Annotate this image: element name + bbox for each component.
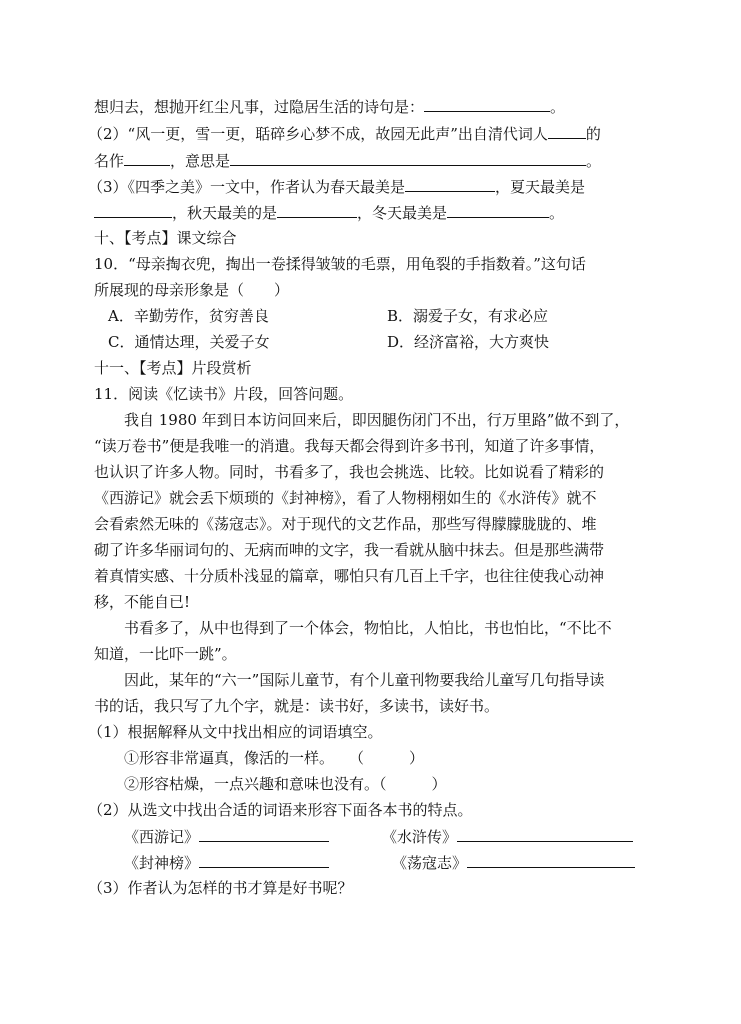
book-title: 《荡寇志》 — [392, 854, 468, 872]
title-blank[interactable] — [124, 150, 170, 166]
question-3-text: （3）《四季之美》一文中，作者认为春天最美是 — [88, 178, 406, 196]
book-answer-blank[interactable] — [199, 826, 329, 842]
author-blank[interactable] — [548, 123, 586, 139]
book-row-xiyouji — [124, 826, 329, 847]
section-11-heading: 十一、【考点】片段赏析 — [94, 359, 252, 377]
question-2-text: （2）“风一更，雪一更，聒碎乡心梦不成，故园无此声”出自清代词人 — [88, 125, 548, 143]
answer-blank[interactable] — [424, 96, 550, 112]
question-2-line-2 — [94, 150, 601, 171]
question-2-label: 名作 — [94, 152, 125, 170]
poem-question-line — [94, 96, 565, 117]
book-answer-blank[interactable] — [467, 852, 635, 868]
book-row-dangkouzhi — [392, 852, 635, 873]
passage-line: 着真情实感、十分质朴浅显的篇章，哪怕只有几百上千字，也往往使我心动神 — [94, 567, 605, 585]
book-row-fengshenbang — [124, 852, 329, 873]
meaning-blank[interactable] — [230, 150, 586, 166]
passage-line: “读万卷书”便是我唯一的消遣。我每天都会得到许多书刊，知道了许多事情， — [94, 437, 605, 455]
summer-blank[interactable] — [94, 202, 172, 218]
sub-question-1a[interactable]: ①形容非常逼真，像活的一样。 （ ） — [124, 749, 425, 767]
section-10-heading: 十、【考点】课文综合 — [94, 229, 237, 247]
passage-line: 移，不能自已! — [94, 593, 191, 611]
sub-question-1: （1）根据解释从文中找出相应的词语填空。 — [88, 723, 383, 741]
book-title: 《水浒传》 — [382, 828, 458, 846]
book-title: 《封神榜》 — [124, 854, 200, 872]
question-2-line-1 — [88, 123, 601, 144]
sub-question-2: （2）从选文中找出合适的词语来形容下面各本书的特点。 — [88, 801, 473, 819]
passage-line: 《西游记》就会丢下烦琐的《封神榜》，看了人物栩栩如生的《水浒传》就不 — [94, 489, 597, 507]
question-2-text-end: 的 — [585, 125, 601, 143]
option-a[interactable]: A．辛勤劳作，贫穷善良 — [108, 307, 269, 325]
spring-blank[interactable] — [405, 176, 495, 192]
sub-question-3: （3）作者认为怎样的书才算是好书呢？ — [88, 879, 353, 897]
punctuation: 。 — [549, 204, 565, 222]
passage-line: 书的话，我只写了九个字，就是：读书好，多读书，读好书。 — [94, 697, 500, 715]
question-2-meaning-label: ，意思是 — [170, 152, 231, 170]
question-3-winter-label: ，冬天最美是 — [357, 204, 448, 222]
book-row-shuihuzhuan — [382, 826, 633, 847]
passage-line: 砌了许多华丽词句的、无病而呻的文字，我一看就从脑中抹去。但是那些满带 — [94, 541, 605, 559]
sub-question-1b[interactable]: ②形容枯燥，一点兴趣和意味也没有。（ ） — [124, 775, 447, 793]
passage-line: 知道，一比吓一跳”。 — [94, 645, 237, 663]
question-3-line-1 — [88, 176, 585, 197]
question-3-autumn-label: ，秋天最美的是 — [172, 204, 278, 222]
punctuation: 。 — [550, 98, 566, 116]
autumn-blank[interactable] — [277, 202, 357, 218]
book-answer-blank[interactable] — [457, 826, 633, 842]
option-d[interactable]: D．经济富裕，大方爽快 — [387, 333, 550, 351]
poem-question-text: 想归去，想抛开红尘凡事，过隐居生活的诗句是： — [94, 98, 425, 116]
question-10-text-2: 所展现的母亲形象是（ ） — [94, 281, 290, 299]
book-answer-blank[interactable] — [199, 852, 329, 868]
option-b[interactable]: B．溺爱子女，有求必应 — [387, 307, 549, 325]
passage-line: 也认识了许多人物。同时，书看多了，我也会挑选、比较。比如说看了精彩的 — [94, 463, 605, 481]
winter-blank[interactable] — [447, 202, 549, 218]
option-c[interactable]: C．通情达理，关爱子女 — [108, 333, 270, 351]
passage-line: 会看索然无味的《荡寇志》。对于现代的文艺作品，那些写得朦朦胧胧的、堆 — [94, 515, 597, 533]
question-11-intro: 11．阅读《忆读书》片段，回答问题。 — [94, 385, 354, 403]
question-3-summer-label: ，夏天最美是 — [495, 178, 586, 196]
question-10-text: 10．“母亲掏衣兜，掏出一卷揉得皱皱的毛票，用龟裂的手指数着。”这句话 — [94, 255, 586, 273]
passage-line: 书看多了，从中也得到了一个体会，物怕比，人怕比，书也怕比，“不比不 — [124, 619, 612, 637]
passage-line: 我自 1980 年到日本访问回来后，即因腿伤闭门不出，行万里路”做不到了， — [124, 411, 630, 429]
book-title: 《西游记》 — [124, 828, 200, 846]
question-3-line-2 — [94, 202, 564, 223]
punctuation: 。 — [586, 152, 602, 170]
passage-line: 因此，某年的“六一”国际儿童节，有个儿童刊物要我给儿童写几句指导读 — [124, 671, 605, 689]
